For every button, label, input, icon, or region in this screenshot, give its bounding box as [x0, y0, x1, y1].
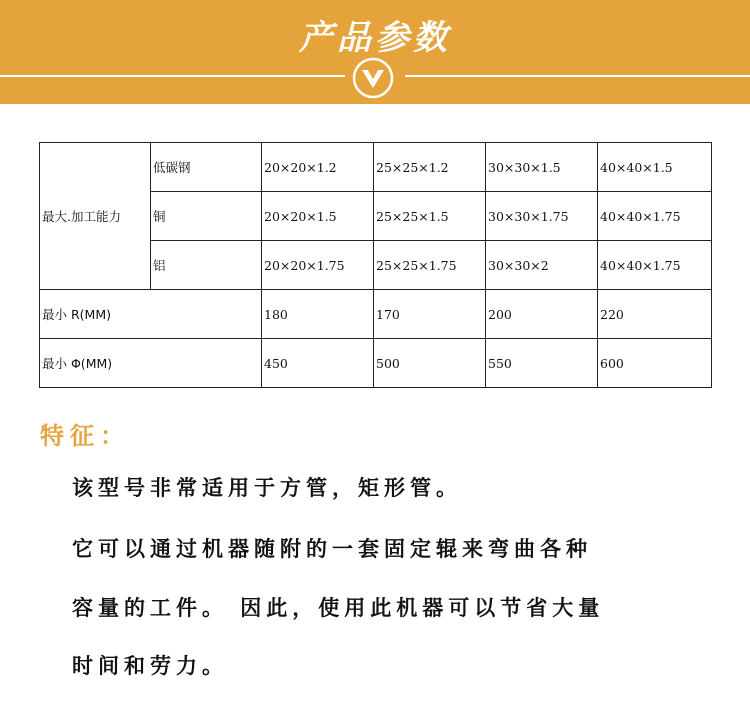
page-title: 产品参数 [299, 18, 451, 58]
value-cell: 220 [598, 290, 712, 339]
value-cell: 30×30×2 [486, 241, 598, 290]
table-row [40, 290, 712, 339]
value-cell: 40×40×1.75 [598, 192, 712, 241]
row-label-cell: 最小 R(MM) [40, 290, 262, 339]
value-cell: 40×40×1.5 [598, 143, 712, 192]
group-label-cell: 最大.加工能力 [40, 143, 151, 290]
material-cell: 铝 [151, 241, 262, 290]
feature-line: 容量的工件。 因此，使用此机器可以节省大量 [72, 596, 605, 620]
value-cell: 200 [486, 290, 598, 339]
spec-table [39, 142, 712, 388]
chevron-down-icon [351, 56, 395, 100]
value-cell: 550 [486, 339, 598, 388]
value-cell: 180 [262, 290, 374, 339]
value-cell: 170 [374, 290, 486, 339]
header-divider-left [0, 75, 345, 77]
value-cell: 30×30×1.5 [486, 143, 598, 192]
value-cell: 30×30×1.75 [486, 192, 598, 241]
value-cell: 20×20×1.75 [262, 241, 374, 290]
table-row [40, 143, 712, 192]
header-divider-right [405, 75, 750, 77]
material-cell: 低碳钢 [151, 143, 262, 192]
value-cell: 40×40×1.75 [598, 241, 712, 290]
value-cell: 25×25×1.2 [374, 143, 486, 192]
feature-line: 它可以通过机器随附的一套固定辊来弯曲各种 [72, 537, 592, 561]
row-label-cell: 最小 Φ(MM) [40, 339, 262, 388]
value-cell: 450 [262, 339, 374, 388]
feature-line: 该型号非常适用于方管，矩形管。 [72, 476, 462, 500]
value-cell: 25×25×1.5 [374, 192, 486, 241]
material-cell: 铜 [151, 192, 262, 241]
header-banner [0, 0, 750, 104]
value-cell: 500 [374, 339, 486, 388]
table-row [40, 339, 712, 388]
features-heading: 特征： [40, 422, 130, 450]
value-cell: 20×20×1.5 [262, 192, 374, 241]
feature-line: 时间和劳力。 [72, 654, 228, 678]
value-cell: 25×25×1.75 [374, 241, 486, 290]
value-cell: 600 [598, 339, 712, 388]
value-cell: 20×20×1.2 [262, 143, 374, 192]
